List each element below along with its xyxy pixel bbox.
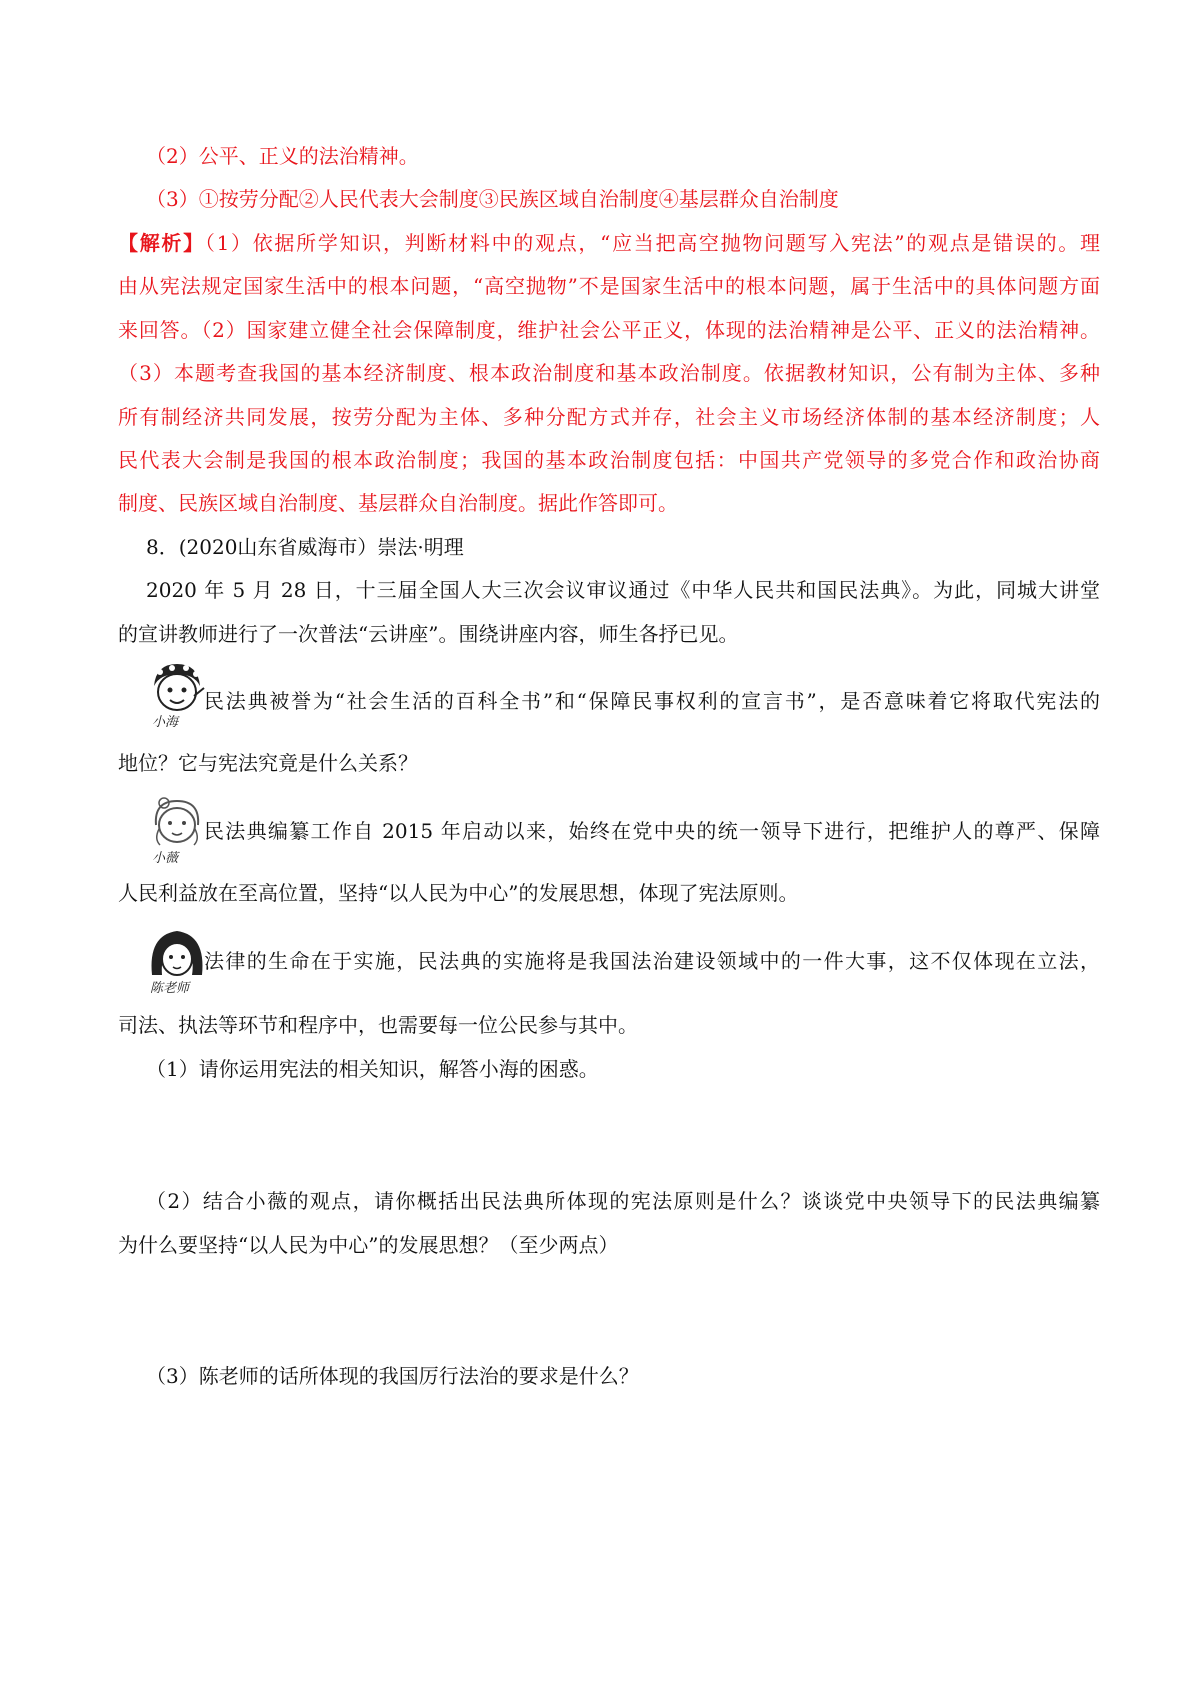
analysis-line-6: 民代表大会制是我国的根本政治制度；我国的基本政治制度包括：中国共产党领导的多党合作和政治协商 [118, 448, 1100, 472]
analysis-line-3: 来回答。（2）国家建立健全社会保障制度，维护社会公平正义，体现的法治精神是公平、正义的法治精神。 [118, 318, 1100, 342]
analysis-line-1: 【解析】（1）依据所学知识，判断材料中的观点，“应当把高空抛物问题写入宪法”的观点是错误的。理 [118, 231, 1100, 255]
speaker-xiaowei-line-2: 人民利益放在至高位置，坚持“以人民为中心”的发展思想，体现了宪法原则。 [118, 881, 799, 905]
speaker-xiaowei-line-1: 民法典编纂工作自 2015 年启动以来，始终在党中央的统一领导下进行，把维护人的尊严、保障 [204, 819, 1100, 843]
sub-question-3: （3）陈老师的话所体现的我国厉行法治的要求是什么？ [146, 1364, 639, 1388]
speaker-chen-line-2: 司法、执法等环节和程序中，也需要每一位公民参与其中。 [118, 1013, 638, 1037]
question-intro-line-2: 的宣讲教师进行了一次普法“云讲座”。围绕讲座内容，师生各抒已见。 [118, 622, 739, 646]
question-heading: 8．(2020山东省威海市）崇法·明理 [146, 535, 464, 559]
avatar-label-xiaowei: 小薇 [152, 851, 179, 866]
analysis-tag: 【解析】 [118, 231, 205, 255]
analysis-line-5: 所有制经济共同发展，按劳分配为主体、多种分配方式并存，社会主义市场经济体制的基本经济制度；人 [118, 405, 1100, 429]
analysis-line-7: 制度、民族区域自治制度、基层群众自治制度。据此作答即可。 [118, 491, 678, 515]
sub-question-2-line-2: 为什么要坚持“以人民为中心”的发展思想？（至少两点） [118, 1233, 619, 1257]
answer-item-2: （2）公平、正义的法治精神。 [146, 144, 419, 168]
avatar-label-xiaohai: 小海 [152, 715, 179, 730]
speaker-xiaohai-line-1: 民法典被誉为“社会生活的百科全书”和“保障民事权利的宣言书”，是否意味着它将取代宪法的 [204, 689, 1100, 713]
analysis-line-2: 由从宪法规定国家生活中的根本问题，“高空抛物”不是国家生活中的根本问题，属于生活中的具体问题方面 [118, 274, 1100, 298]
analysis-line-4: （3）本题考查我国的基本经济制度、根本政治制度和基本政治制度。依据教材知识，公有制为主体、多种 [118, 361, 1100, 385]
speaker-xiaohai-line-2: 地位？它与宪法究竟是什么关系？ [118, 751, 418, 775]
avatar-label-chen-laoshi: 陈老师 [150, 981, 190, 996]
sub-question-2-line-1: （2）结合小薇的观点，请你概括出民法典所体现的宪法原则是什么？谈谈党中央领导下的民法典编纂 [146, 1189, 1100, 1213]
speaker-chen-line-1: 法律的生命在于实施，民法典的实施将是我国法治建设领域中的一件大事，这不仅体现在立法， [204, 949, 1100, 973]
answer-item-3: （3）①按劳分配②人民代表大会制度③民族区域自治制度④基层群众自治制度 [146, 187, 839, 211]
sub-question-1: （1）请你运用宪法的相关知识，解答小海的困惑。 [146, 1057, 599, 1081]
question-intro-line-1: 2020 年 5 月 28 日，十三届全国人大三次会议审议通过《中华人民共和国民法典》。为此，同城大讲堂 [146, 578, 1100, 602]
